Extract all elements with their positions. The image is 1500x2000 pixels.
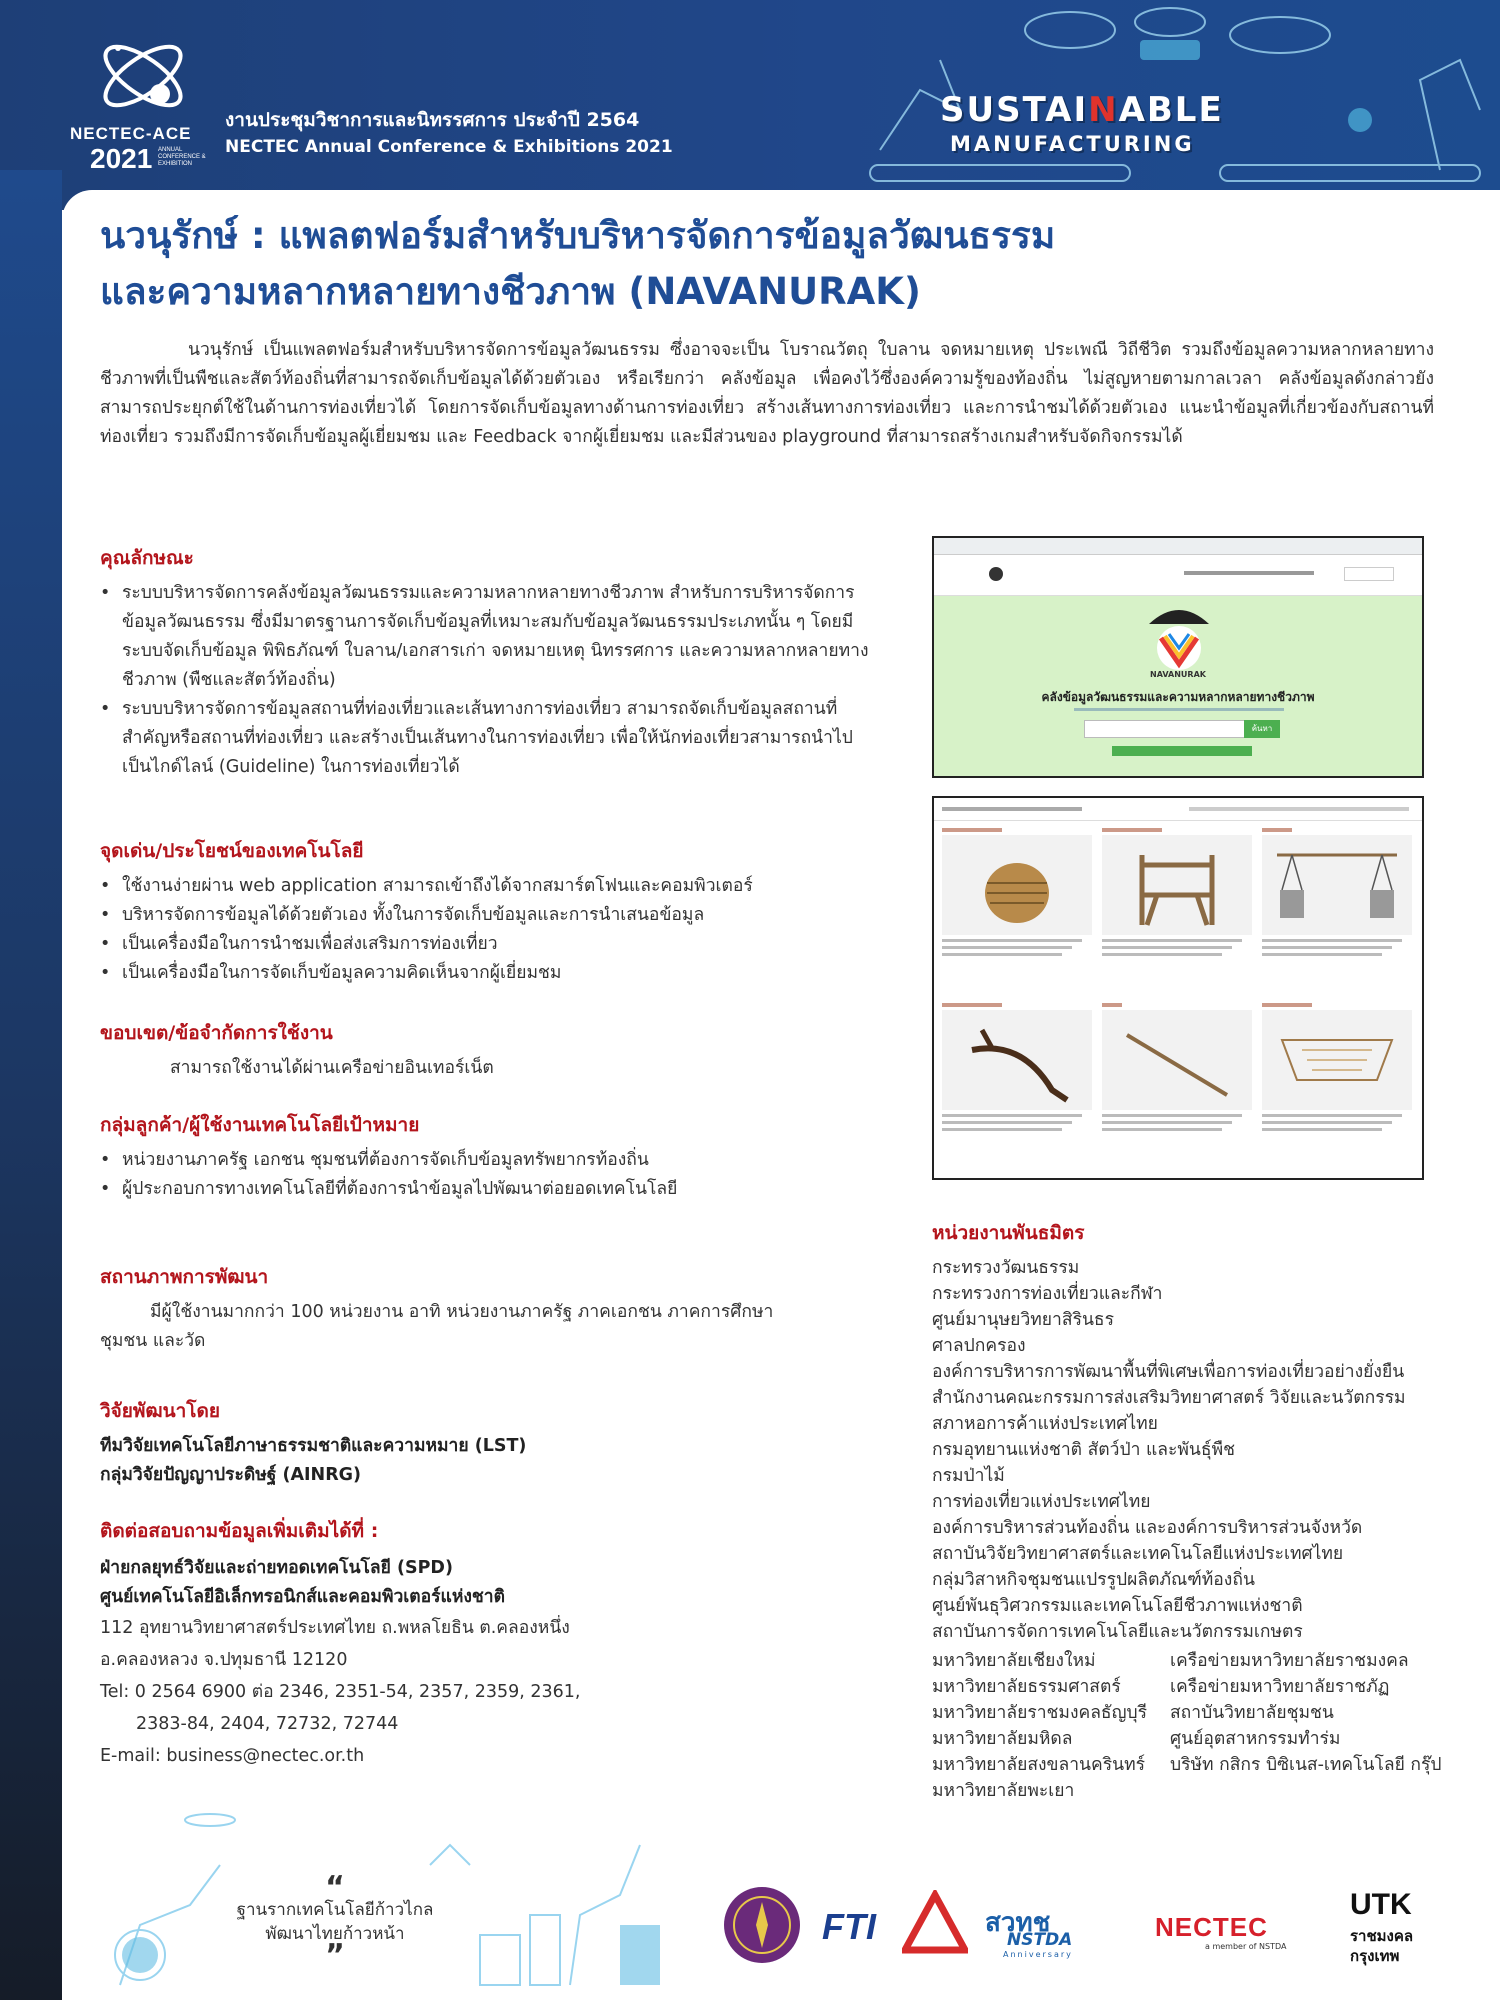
status-text-cont: ชุมชน และวัด (100, 1331, 206, 1351)
list-item: เครือข่ายมหาวิทยาลัยราชมงคล (1170, 1651, 1409, 1671)
ace-subtitle: ANNUAL CONFERENCE & EXHIBITION (158, 147, 206, 167)
scope-text: สามารถใช้งานได้ผ่านเครือข่ายอินเทอร์เน็ต (170, 1058, 494, 1078)
list-item: ศูนย์มานุษยวิทยาสิรินธร (932, 1310, 1115, 1330)
list-item: • ใช้งานง่ายผ่าน web application สามารถเข้าถึงได้จากสมาร์ตโฟนและคอมพิวเตอร์ (100, 872, 880, 901)
list-item: • หน่วยงานภาครัฐ เอกชน ชุมชนที่ต้องการจัดเก็บข้อมูลทรัพยากรท้องถิ่น (100, 1146, 880, 1175)
collection-card[interactable] (942, 1003, 1092, 1131)
list-item: มหาวิทยาลัยมหิดล (932, 1729, 1073, 1749)
left-side-band (0, 170, 62, 2000)
hammock-image (1262, 1010, 1412, 1110)
nectec-ace-logo (70, 28, 220, 178)
page-title (100, 208, 1460, 320)
list-item: บริษัท กสิกร บิซิเนส-เทคโนโลยี กรุ๊ป (1170, 1755, 1442, 1775)
collection-card[interactable] (1262, 1003, 1412, 1131)
conference-title-en: NECTEC Annual Conference & Exhibitions 2021 (225, 137, 673, 157)
contact-section (100, 1516, 880, 1772)
list-item: องค์การบริหารการพัฒนาพื้นที่พิเศษเพื่อการท่องเที่ยวอย่างยั่งยืน (932, 1362, 1405, 1382)
logo-icon (989, 567, 1003, 581)
search-input[interactable] (1084, 720, 1246, 738)
list-item: มหาวิทยาลัยราชมงคลธัญบุรี (932, 1703, 1148, 1723)
features-list (100, 579, 880, 782)
plough-image (942, 1010, 1092, 1110)
list-item: • เป็นเครื่องมือในการนำชมเพื่อส่งเสริมการท่องเที่ยว (100, 930, 880, 959)
ministry-seal-logo (722, 1880, 802, 1970)
list-item: • ผู้ประกอบการทางเทคโนโลยีที่ต้องการนำข้อมูลไปพัฒนาต่อยอดเทคโนโลยี (100, 1175, 880, 1204)
target-section (100, 1110, 880, 1204)
list-item: กระทรวงการท่องเที่ยวและกีฬา (932, 1284, 1163, 1304)
hero-banner (934, 596, 1422, 778)
explore-button[interactable] (1112, 746, 1252, 756)
collection-card[interactable] (1102, 1003, 1252, 1131)
section-heading: หน่วยงานพันธมิตร (932, 1222, 1085, 1244)
benefits-section (100, 836, 880, 988)
list-item: • บริหารจัดการข้อมูลได้ด้วยตัวเอง ทั้งในการจัดเก็บข้อมูลและการนำเสนอข้อมูล (100, 901, 880, 930)
title-line-2: และความหลากหลายทางชีวภาพ (NAVANURAK) (100, 270, 921, 313)
site-nav (934, 555, 1422, 596)
collection-screenshot (932, 796, 1424, 1180)
list-item: • ระบบบริหารจัดการคลังข้อมูลวัฒนธรรมและความหลากหลายทางชีวภาพ สำหรับการบริหารจัดการข้อมูลวัฒนธรรม ซึ่งมีมาตรฐานการจัดเก็บข้อมูลที่เหมาะสมกับข้อมูลวัฒนธรรมประเภทนั้น ๆ โดยมีระบบจัดเก็บข้อมูล พิพิธภัณฑ์ ใบลาน/เอกสารเก่า จดหมายเหตุ นิทรรศการ และความหลากหลายทางชีวภาพ (พืชและสัตว์ท้องถิ่น) (100, 579, 880, 695)
browser-bar (934, 538, 1422, 555)
university-list-left (932, 1648, 1172, 1804)
ace-year: 2021 (90, 143, 153, 174)
list-item: กลุ่มวิสาหกิจชุมชนแปรรูปผลิตภัณฑ์ท้องถิ่น (932, 1570, 1255, 1590)
list-item: กรมอุทยานแห่งชาติ สัตว์ป่า และพันธุ์พืช (932, 1440, 1235, 1460)
partners-list (932, 1255, 1472, 1645)
fti-logo: FTI (822, 1880, 972, 1970)
section-heading: สถานภาพการพัฒนา (100, 1266, 269, 1288)
list-item: มหาวิทยาลัยธรรมศาสตร์ (932, 1677, 1121, 1697)
collection-header (934, 798, 1422, 821)
contact-address: 112 อุทยานวิทยาศาสตร์ประเทศไทย ถ.พหลโยธิน ต.คลองหนึ่ง (100, 1618, 570, 1638)
list-item: สภาหอการค้าแห่งประเทศไทย (932, 1414, 1158, 1434)
status-section (100, 1262, 880, 1356)
theme-subtitle: MANUFACTURING (950, 132, 1195, 156)
contact-org: ศูนย์เทคโนโลยีอิเล็กทรอนิกส์และคอมพิวเตอร์แห่งชาติ (100, 1587, 505, 1607)
section-heading: ขอบเขต/ข้อจำกัดการใช้งาน (100, 1022, 333, 1044)
university-list-right (1170, 1648, 1470, 1778)
quote-line: ฐานรากเทคโนโลยีก้าวไกล (236, 1900, 434, 1920)
quote-open-icon: “ (325, 1870, 345, 1905)
list-item: กระทรวงวัฒนธรรม (932, 1258, 1080, 1278)
homepage-screenshot (932, 536, 1424, 778)
list-item: สถาบันวิทยาลัยชุมชน (1170, 1703, 1334, 1723)
collection-card[interactable] (1262, 828, 1412, 956)
developer-line: ทีมวิจัยเทคโนโลยีภาษาธรรมชาติและความหมาย (LST) (100, 1436, 527, 1456)
partners-heading (932, 1218, 1084, 1248)
list-item: กรมป่าไม้ (932, 1466, 1005, 1486)
basket-image (942, 835, 1092, 935)
list-item: ศาลปกครอง (932, 1336, 1026, 1356)
intro-paragraph: นวนุรักษ์ เป็นแพลตฟอร์มสำหรับบริหารจัดการข้อมูลวัฒนธรรม ซึ่งอาจจะเป็น โบราณวัตถุ ใบลาน จดหมายเหตุ ประเพณี วิถีชีวิต รวมถึงข้อมูลความหลากหลายทางชีวภาพที่เป็นพืชและสัตว์ท้องถิ่นที่สามารถจัดเก็บข้อมูลได้ด้วยตัวเอง หรือเรียกว่า คลังข้อมูล เพื่อคงไว้ซึ่งองค์ความรู้ของท้องถิ่น ไม่สูญหายตามกาลเวลา คลังข้อมูลดังกล่าวยังสามารถประยุกต์ใช้ในด้านการท่องเที่ยวได้ โดยการจัดเก็บข้อมูลทางด้านการท่องเที่ยว สร้างเส้นทางการท่องเที่ยว และการนำชมได้ด้วยตัวเอง แนะนำข้อมูลที่เกี่ยวข้องกับสถานที่ท่องเที่ยว รวมถึงมีการจัดเก็บข้อมูลผู้เยี่ยมชม และ Feedback จากผู้เยี่ยมชม และมีส่วนของ playground ที่สามารถสร้างเกมสำหรับจัดกิจกรรมได้ (100, 340, 1434, 447)
brand-name: NAVANURAK (1150, 670, 1206, 679)
gun-image (1102, 1010, 1252, 1110)
contact-tel: Tel: 0 2564 6900 ต่อ 2346, 2351-54, 2357, 2359, 2361, (100, 1682, 581, 1702)
list-item: สถาบันการจัดการเทคโนโลยีและนวัตกรรมเกษตร (932, 1622, 1303, 1642)
nstda-logo: สวทช NSTDA Anniversary (985, 1908, 1073, 1959)
status-text: มีผู้ใช้งานมากกว่า 100 หน่วยงาน อาทิ หน่วยงานภาครัฐ ภาคเอกชน ภาคการศึกษา (150, 1302, 774, 1322)
collection-card[interactable] (1102, 828, 1252, 956)
title-line-1: นวนุรักษ์ : แพลตฟอร์มสำหรับบริหารจัดการข้อมูลวัฒนธรรม (100, 214, 1056, 257)
features-section (100, 543, 880, 782)
list-item: ศูนย์พันธุวิศวกรรมและเทคโนโลยีชีวภาพแห่งชาติ (932, 1596, 1303, 1616)
nectec-logo: NECTEC a member of NSTDA (1155, 1912, 1287, 1951)
benefits-list (100, 872, 880, 988)
hero-title: คลังข้อมูลวัฒนธรรมและความหลากหลายทางชีวภาพ (1041, 690, 1315, 704)
list-item: ศูนย์อุตสาหกรรมทำร่ม (1170, 1729, 1341, 1749)
list-item: มหาวิทยาลัยสงขลานครินทร์ (932, 1755, 1146, 1775)
footer-quote (210, 1870, 460, 1973)
loom-image (1102, 835, 1252, 935)
list-item: สถาบันวิจัยวิทยาศาสตร์และเทคโนโลยีแห่งประเทศไทย (932, 1544, 1344, 1564)
navanurak-logo-icon (1139, 602, 1219, 672)
atom-icon (88, 28, 198, 123)
list-item: การท่องเที่ยวแห่งประเทศไทย (932, 1492, 1151, 1512)
list-item: สำนักงานคณะกรรมการส่งเสริมวิทยาศาสตร์ วิจัยและนวัตกรรม (932, 1388, 1406, 1408)
list-item: เครือข่ายมหาวิทยาลัยราชภัฏ (1170, 1677, 1390, 1697)
developer-line: กลุ่มวิจัยปัญญาประดิษฐ์ (AINRG) (100, 1465, 362, 1485)
contact-tel: 2383-84, 2404, 72732, 72744 (136, 1714, 399, 1734)
contact-email[interactable]: E-mail: business@nectec.or.th (100, 1746, 365, 1766)
scope-section (100, 1018, 880, 1083)
section-heading: วิจัยพัฒนาโดย (100, 1400, 220, 1422)
section-heading: คุณลักษณะ (100, 547, 194, 569)
theme-title: SUSTAINABLE (940, 90, 1224, 130)
quote-line: พัฒนาไทยก้าวหน้า (265, 1924, 405, 1944)
contact-address: อ.คลองหลวง จ.ปทุมธานี 12120 (100, 1650, 348, 1670)
list-item: มหาวิทยาลัยพะเยา (932, 1781, 1075, 1801)
developer-section (100, 1396, 880, 1490)
carrying-pole-image (1262, 835, 1412, 935)
ace-name: NECTEC-ACE (70, 124, 192, 143)
list-item: • ระบบบริหารจัดการข้อมูลสถานที่ท่องเที่ยวและเส้นทางการท่องเที่ยว สามารถจัดเก็บข้อมูลสถานที่สำคัญหรือสถานที่ท่องเที่ยว และสร้างเป็นเส้นทางในการท่องเที่ยว เพื่อให้นักท่องเที่ยวสามารถนำไปเป็นไกด์ไลน์ (Guideline) ในการท่องเที่ยวได้ (100, 695, 880, 782)
utk-logo: UTK ราชมงคล กรุงเทพ (1350, 1888, 1414, 1965)
section-heading: ติดต่อสอบถามข้อมูลเพิ่มเติมได้ที่ : (100, 1520, 379, 1542)
list-item: • เป็นเครื่องมือในการจัดเก็บข้อมูลความคิดเห็นจากผู้เยี่ยมชม (100, 959, 880, 988)
search-button[interactable]: ค้นหา (1244, 720, 1280, 738)
collection-card[interactable] (942, 828, 1092, 956)
quote-close-icon: ” (325, 1938, 345, 1973)
target-list (100, 1146, 880, 1204)
section-heading: กลุ่มลูกค้า/ผู้ใช้งานเทคโนโลยีเป้าหมาย (100, 1114, 420, 1136)
conference-title-th: งานประชุมวิชาการและนิทรรศการ ประจำปี 2564 (225, 109, 640, 131)
list-item: มหาวิทยาลัยเชียงใหม่ (932, 1651, 1096, 1671)
section-heading: จุดเด่น/ประโยชน์ของเทคโนโลยี (100, 840, 364, 862)
list-item: องค์การบริหารส่วนท้องถิ่น และองค์การบริหารส่วนจังหวัด (932, 1518, 1363, 1538)
contact-org: ฝ่ายกลยุทธ์วิจัยและถ่ายทอดเทคโนโลยี (SPD) (100, 1558, 453, 1578)
